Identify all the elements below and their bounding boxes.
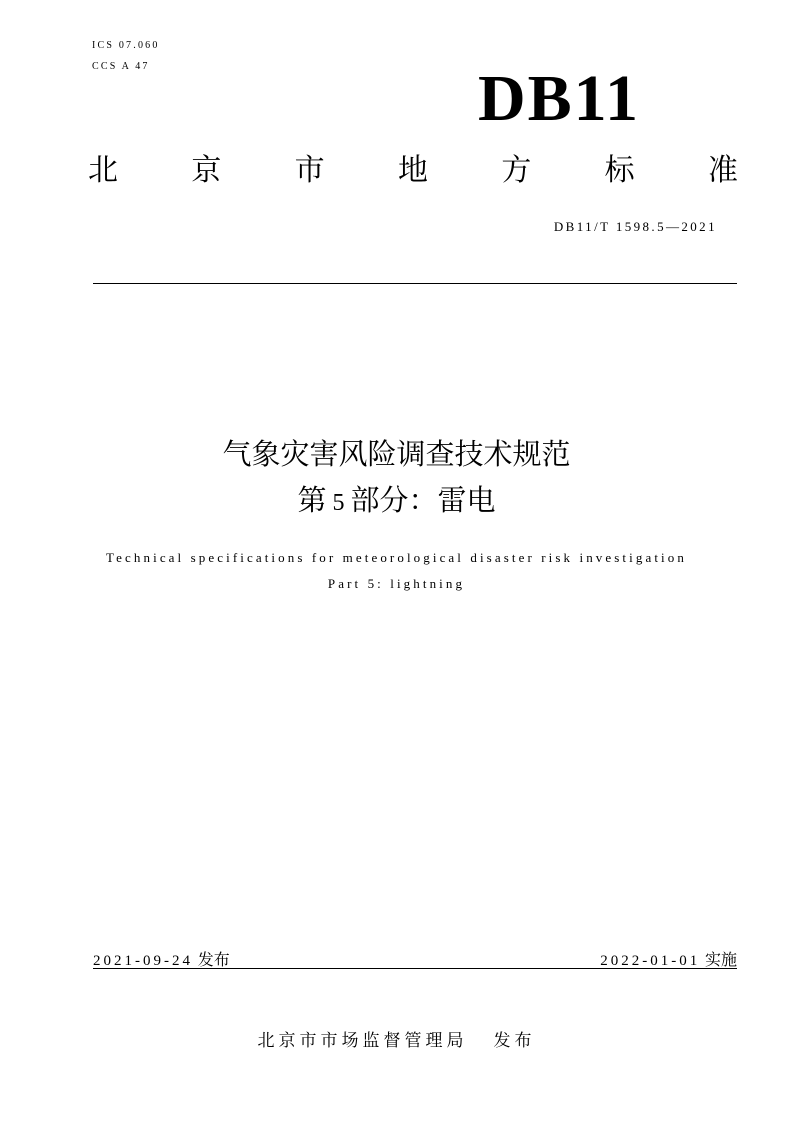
- title-en-main: Technical specifications for meteorological disaster risk investigation: [106, 550, 687, 565]
- title-zh-part-prefix: 第: [297, 483, 327, 517]
- standard-type-char: 市: [294, 153, 325, 188]
- title-zh-main: 气象灾害风险调查技术规范: [222, 437, 571, 471]
- header-divider: [93, 283, 737, 284]
- implement-date-row: [600, 947, 737, 970]
- standard-type-char: 北: [88, 153, 118, 188]
- issuer-action: 发布: [493, 1031, 536, 1051]
- ics-code: ICS 07.060: [92, 40, 160, 51]
- implement-date: 2022-01-01: [600, 953, 701, 969]
- standard-mark: DB11: [478, 62, 641, 135]
- standard-type-char: 方: [501, 153, 532, 188]
- publish-date-row: [93, 947, 230, 970]
- issuer-name: 北京市市场监督管理局: [257, 1031, 468, 1051]
- standard-type: [88, 152, 738, 190]
- ccs-code: CCS A 47: [92, 61, 150, 72]
- standard-number: DB11/T 1598.5—2021: [553, 219, 717, 234]
- title-en-part: Part 5: lightning: [327, 576, 466, 591]
- standard-type-char: 地: [397, 153, 428, 188]
- title-zh-part: [0, 482, 793, 521]
- title-zh-part-number: 5: [332, 490, 345, 516]
- publish-date: 2021-09-24: [93, 953, 193, 969]
- standard-type-char: 准: [707, 153, 738, 188]
- title-zh-part-suffix: 部分：雷电: [350, 483, 496, 517]
- footer-divider: [93, 968, 737, 969]
- standard-type-char: 京: [191, 153, 222, 188]
- implement-label: 实施: [704, 950, 737, 969]
- issuer-line: [0, 1026, 793, 1051]
- publish-label: 发布: [197, 950, 230, 969]
- standard-type-char: 标: [604, 153, 635, 188]
